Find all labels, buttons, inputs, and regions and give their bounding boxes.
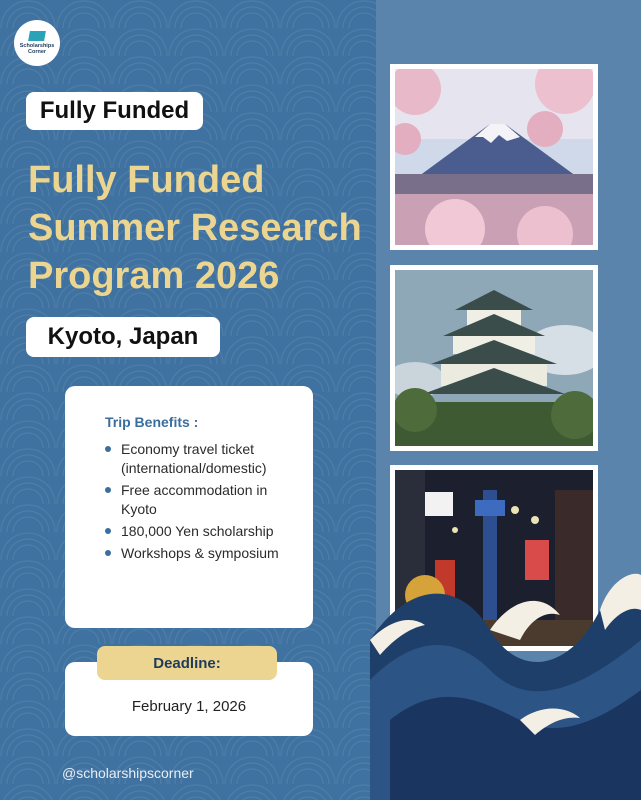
title-line-3: Program 2026 — [28, 255, 280, 297]
title-line-2: Summer Research — [28, 207, 362, 249]
osaka-castle-photo — [390, 265, 598, 451]
osaka-castle-image — [395, 270, 593, 446]
social-handle[interactable]: @scholarshipscorner — [62, 765, 194, 781]
logo-text-line2: Corner — [27, 49, 47, 55]
benefits-list — [105, 440, 293, 563]
title-line-1: Fully Funded — [28, 159, 265, 201]
logo-text-line1: Scholarships — [19, 43, 55, 49]
location-badge: Kyoto, Japan — [26, 317, 220, 357]
mount-fuji-image — [395, 69, 593, 245]
great-wave-illustration — [370, 520, 641, 800]
mount-fuji-photo — [390, 64, 598, 250]
list-item: Free accommodation in Kyoto — [105, 481, 293, 519]
benefits-card — [65, 386, 313, 628]
benefits-heading: Trip Benefits : — [105, 414, 199, 430]
deadline-date: February 1, 2026 — [131, 698, 247, 715]
list-item: 180,000 Yen scholarship — [105, 522, 293, 541]
list-item: Workshops & symposium — [105, 544, 293, 563]
graduation-cap-icon — [28, 31, 46, 41]
scholarships-corner-logo[interactable] — [14, 20, 60, 66]
deadline-label: Deadline: — [97, 646, 277, 680]
fully-funded-badge: Fully Funded — [26, 92, 203, 130]
list-item: Economy travel ticket (international/domestic) — [105, 440, 293, 478]
page-title — [28, 156, 378, 300]
